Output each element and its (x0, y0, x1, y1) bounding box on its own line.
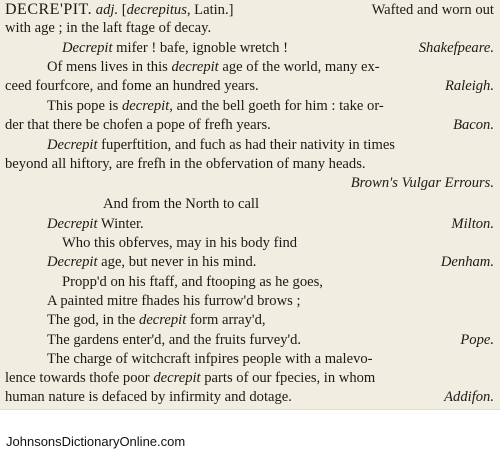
verse-line: And from the North to call (103, 196, 260, 212)
headword-reference: decrepit (171, 59, 219, 75)
quote-text: human nature is defaced by infirmity and dotage. (5, 389, 292, 405)
site-credit: JohnsonsDictionaryOnline.com (6, 434, 186, 449)
quote-author: Denham. (440, 254, 494, 270)
quote-4-line-2 (0, 154, 500, 174)
quote-5-line-1 (0, 194, 500, 214)
quote-6-line-2 (0, 252, 500, 272)
quote-7-line-2 (0, 291, 500, 311)
part-of-speech: adj. (95, 2, 119, 18)
quote-text: This pope is (47, 98, 122, 114)
quote-3-line-2 (0, 115, 500, 135)
entry-header-line (0, 0, 500, 20)
quote-text: , and the bell goeth for him : take or- (169, 98, 384, 114)
quote-3-line-1 (0, 96, 500, 116)
quote-7-line-1 (0, 272, 500, 292)
quote-text: The charge of witchcraft infpires people with a malevo- (47, 351, 373, 367)
definition-line-1: Wafted and worn out (371, 2, 494, 18)
quote-text: lence towards thofe poor (5, 370, 154, 386)
quote-text: parts of our fpecies, in whom (200, 370, 376, 386)
quote-7-line-3 (0, 310, 500, 330)
definition-line-2: with age ; in the laft ftage of decay. (5, 20, 212, 36)
quote-text: fuperftition, and fuch as had their nativity in times (97, 137, 395, 153)
etymology-word: decrepitus (126, 2, 187, 18)
quote-text: der that there be chofen a pope of frefh years. (5, 117, 271, 133)
verse-line: Winter. (97, 216, 144, 232)
headword-reference: Decrepit (47, 254, 98, 270)
quote-text: age of the world, many ex- (218, 59, 380, 75)
verse-line: Who this obferves, may in his body find (62, 235, 298, 251)
quote-4-author-row (0, 173, 500, 193)
quote-author: Bacon. (453, 117, 494, 133)
quote-text: beyond all hiftory, are frefh in the obfervation of many heads. (5, 156, 366, 172)
quote-5-line-2 (0, 214, 500, 234)
verse-line: form array'd, (186, 312, 266, 328)
quote-author: Raleigh. (444, 78, 494, 94)
quote-7-line-4 (0, 330, 500, 350)
quote-8-line-3 (0, 387, 500, 407)
quote-text: ceed fourfcore, and fome an hundred years. (5, 78, 259, 94)
quote-author: Pope. (460, 332, 494, 348)
headword-reference: Decrepit (62, 40, 113, 56)
quote-6-line-1 (0, 233, 500, 253)
quote-1 (0, 38, 500, 58)
headword-reference: Decrepit (47, 216, 98, 232)
quote-text: Of mens lives in this (47, 59, 172, 75)
verse-line: Propp'd on his ftaff, and ftooping as he goes, (62, 274, 323, 290)
headword-reference: decrepit (139, 312, 187, 328)
headword-reference: decrepit (122, 98, 170, 114)
quote-8-line-1 (0, 349, 500, 369)
quote-author: Addifon. (444, 389, 494, 405)
verse-line: age, but never in his mind. (97, 254, 257, 270)
etymology-rest: , Latin.] (186, 2, 234, 18)
headword: DECRE'PIT. (5, 1, 93, 18)
quote-author: Milton. (451, 216, 494, 232)
footer-divider (0, 409, 500, 410)
verse-line: The god, in the (47, 312, 140, 328)
etymology-open: [ (121, 2, 127, 18)
quote-4-line-1 (0, 135, 500, 155)
headword-reference: Decrepit (47, 137, 98, 153)
quote-2-line-2 (0, 76, 500, 96)
verse-line: A painted mitre fhades his furrow'd brows ; (47, 293, 301, 309)
quote-author: Brown's Vulgar Errours. (350, 175, 494, 191)
definition-line-2-row (0, 18, 500, 38)
quote-text: mifer ! bafe, ignoble wretch ! (112, 40, 288, 56)
quote-2-line-1 (0, 57, 500, 77)
headword-reference: decrepit (153, 370, 201, 386)
verse-line: The gardens enter'd, and the fruits furvey'd. (47, 332, 302, 348)
quote-8-line-2 (0, 368, 500, 388)
quote-author: Shakefpeare. (418, 40, 494, 56)
